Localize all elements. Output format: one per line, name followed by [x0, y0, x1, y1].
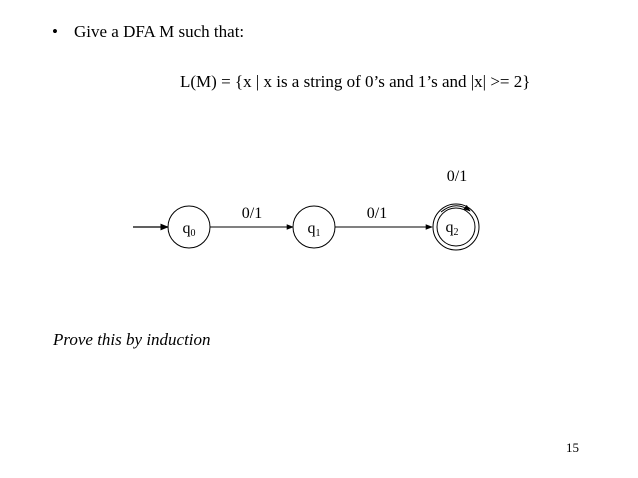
language-definition: L(M) = {x | x is a string of 0’s and 1’s and |x| >= 2}: [180, 72, 531, 91]
state-q1-label: q: [307, 220, 316, 237]
svg-text:q1: [308, 220, 321, 239]
prove-text: Prove this by induction: [53, 330, 211, 349]
page-number: 15: [566, 440, 579, 455]
state-q1: [293, 206, 335, 248]
transition-q0-q1-label: 0/1: [241, 205, 263, 222]
state-q2-label: q: [445, 219, 454, 236]
transition-q2-self-label: 0/1: [446, 168, 468, 185]
state-q2-sub: 2: [453, 227, 459, 238]
state-q0-label: q: [182, 220, 191, 237]
state-q0: [168, 206, 210, 248]
svg-text:q0: [183, 220, 196, 239]
state-q1-sub: 1: [315, 228, 321, 239]
state-q0-sub: 0: [190, 228, 196, 239]
svg-text:q2: [446, 219, 459, 238]
bullet-symbol: •: [52, 22, 58, 41]
bullet-text: Give a DFA M such that:: [74, 22, 245, 41]
state-q2: [433, 204, 479, 250]
transition-q1-q2-label: 0/1: [366, 205, 388, 222]
